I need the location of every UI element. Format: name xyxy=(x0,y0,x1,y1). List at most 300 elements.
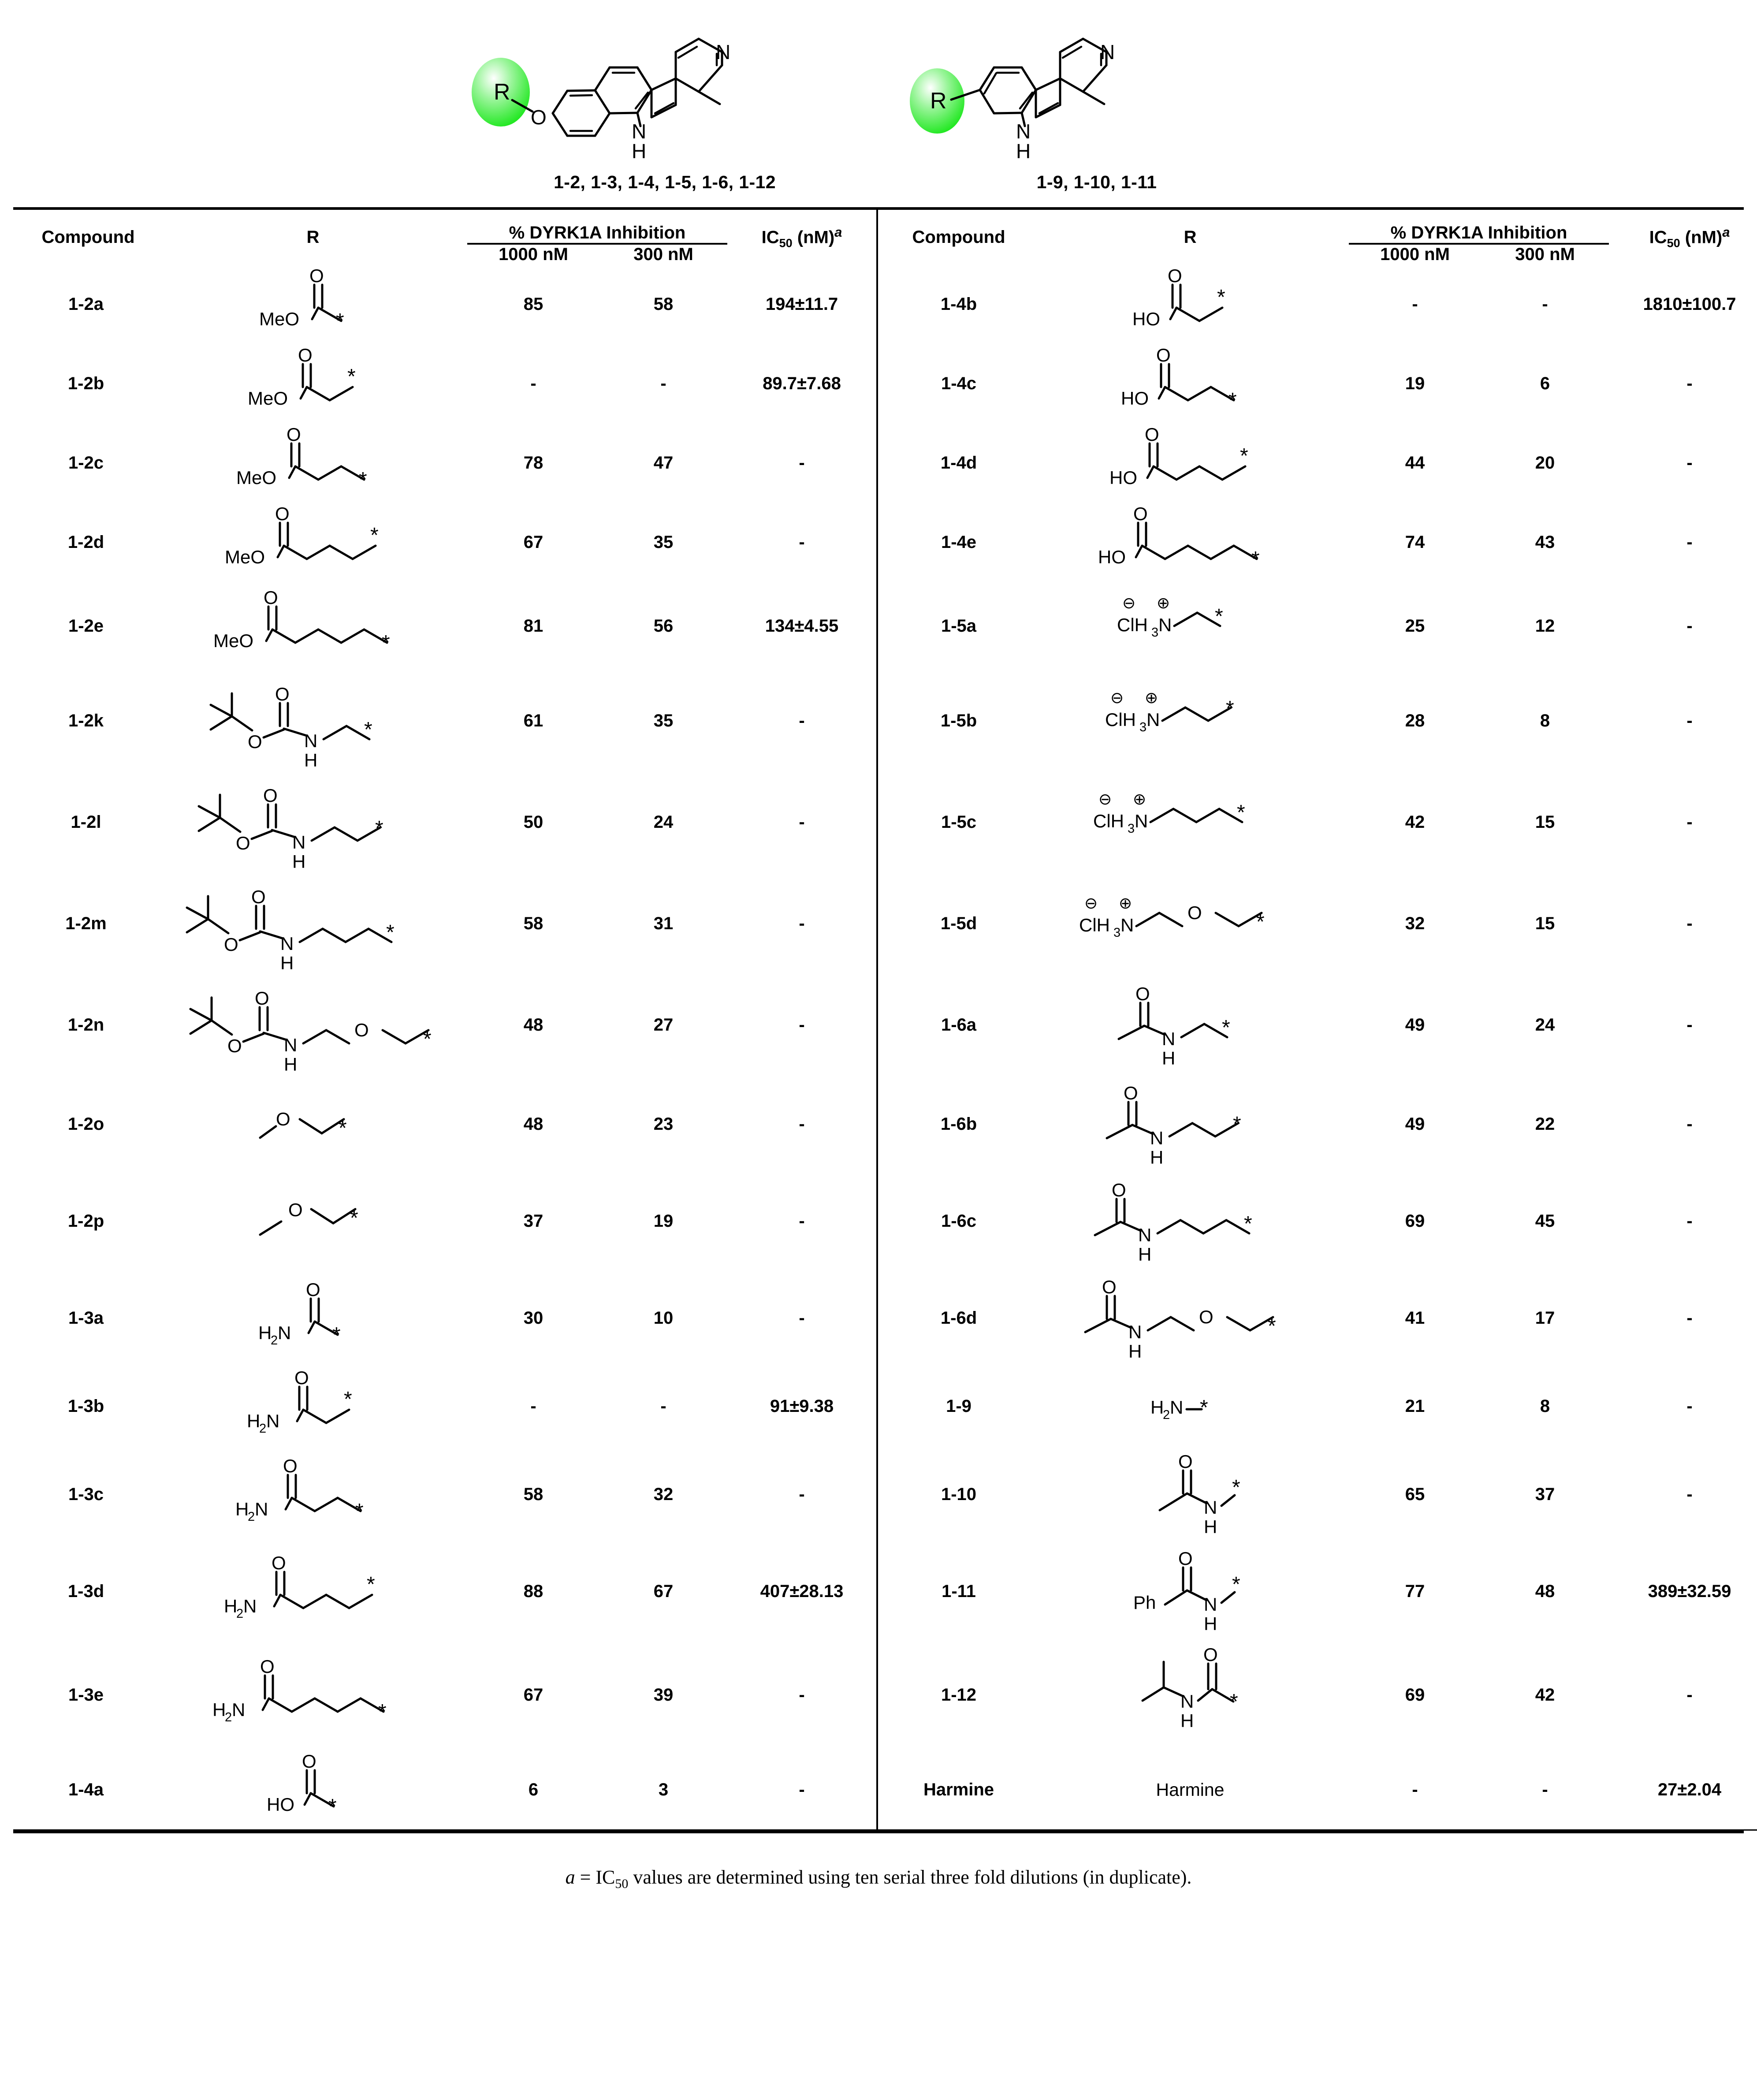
right-compound-name: 1-4d xyxy=(940,453,977,473)
table-body xyxy=(13,264,1757,1830)
svg-text:N: N xyxy=(284,1035,298,1055)
right-inhibition-300: 8 xyxy=(1540,711,1550,730)
svg-text:*: * xyxy=(1240,444,1248,468)
right-inhibition-300: 8 xyxy=(1540,1396,1550,1416)
right-inhibition-300: 48 xyxy=(1535,1581,1555,1601)
left-compound-name: 1-2l xyxy=(71,812,101,832)
svg-text:N: N xyxy=(292,832,306,853)
svg-text:H: H xyxy=(1162,1048,1176,1069)
svg-text:ClH: ClH xyxy=(1105,709,1136,730)
left-compound-name: 1-3c xyxy=(68,1484,104,1504)
svg-text:3: 3 xyxy=(1113,926,1121,940)
right-compound-name: 1-6b xyxy=(940,1114,977,1134)
header-conc-300-left: 300 nM xyxy=(633,245,693,264)
left-inhibition-1000: 58 xyxy=(523,1484,543,1504)
svg-text:*: * xyxy=(1251,547,1260,571)
left-compound-name: 1-2o xyxy=(67,1114,104,1134)
svg-text:N: N xyxy=(1150,1128,1164,1148)
right-ic50-value: - xyxy=(1686,532,1693,552)
svg-text:N: N xyxy=(232,1699,246,1720)
svg-text:O: O xyxy=(309,265,324,286)
left-inhibition-1000: 48 xyxy=(523,1114,543,1134)
left-inhibition-1000: 78 xyxy=(523,453,543,473)
svg-text:MeO: MeO xyxy=(225,547,265,567)
table-row xyxy=(13,1076,1757,1173)
svg-text:O: O xyxy=(236,833,250,853)
right-ic50-value: - xyxy=(1686,1015,1693,1035)
row-divider xyxy=(877,1076,886,1173)
svg-text:O: O xyxy=(1156,345,1171,365)
right-r-structure xyxy=(1031,1543,1349,1640)
left-ic50-value: 407±28.13 xyxy=(760,1581,844,1601)
header-r-left: R xyxy=(306,227,320,247)
left-inhibition-300: 23 xyxy=(653,1114,674,1134)
row-divider xyxy=(877,1173,886,1270)
left-ic50-value: - xyxy=(799,532,805,552)
left-inhibition-1000: 30 xyxy=(523,1308,543,1328)
right-compound-name: 1-5c xyxy=(941,812,977,832)
svg-text:*: * xyxy=(1228,389,1237,412)
svg-text:*: * xyxy=(355,1500,364,1523)
svg-text:*: * xyxy=(1268,1314,1276,1338)
svg-text:*: * xyxy=(1232,1476,1240,1499)
left-inhibition-1000: 58 xyxy=(523,913,543,933)
left-r-structure xyxy=(159,1750,467,1830)
left-compound-name: 1-2c xyxy=(68,453,104,473)
right-inhibition-1000: 25 xyxy=(1405,616,1425,636)
svg-text:⊕: ⊕ xyxy=(1145,689,1158,707)
svg-text:H: H xyxy=(1150,1397,1164,1418)
table-bottom-rule xyxy=(13,1831,1744,1833)
left-r-structure xyxy=(159,1446,467,1543)
svg-text:*: * xyxy=(1244,1212,1252,1236)
svg-text:*: * xyxy=(378,1700,387,1724)
table-row xyxy=(13,1173,1757,1270)
right-inhibition-1000: 28 xyxy=(1405,711,1425,730)
svg-text:N: N xyxy=(255,1499,268,1519)
right-ic50-value: - xyxy=(1686,373,1693,393)
svg-text:⊖: ⊖ xyxy=(1098,790,1112,808)
table-row xyxy=(13,1270,1757,1366)
left-ic50-value: - xyxy=(799,1308,805,1328)
svg-text:H: H xyxy=(258,1322,272,1343)
header-conc-1000-right: 1000 nM xyxy=(1380,245,1450,264)
header-conc-300-right: 300 nM xyxy=(1515,245,1575,264)
svg-text:2: 2 xyxy=(225,1710,232,1724)
table-row xyxy=(13,582,1757,670)
left-r-structure xyxy=(159,344,467,423)
right-r-structure xyxy=(1031,1366,1349,1446)
left-inhibition-1000: 61 xyxy=(523,711,543,730)
right-inhibition-300: 15 xyxy=(1535,913,1555,933)
svg-text:MeO: MeO xyxy=(248,388,288,409)
right-inhibition-300: 37 xyxy=(1535,1484,1555,1504)
svg-text:H: H xyxy=(235,1499,249,1519)
svg-text:*: * xyxy=(328,1795,337,1818)
svg-text:O: O xyxy=(224,934,238,955)
scheme-left-nh-n: N xyxy=(632,120,647,143)
header-ic50-prefix-right: IC xyxy=(1649,227,1667,247)
svg-text:*: * xyxy=(1233,1113,1241,1136)
right-r-structure xyxy=(1031,1446,1349,1543)
svg-text:O: O xyxy=(287,424,301,445)
table-row xyxy=(13,344,1757,423)
svg-text:N: N xyxy=(1158,614,1172,635)
right-ic50-value: - xyxy=(1686,616,1693,636)
right-compound-name: 1-6d xyxy=(940,1308,977,1328)
svg-text:N: N xyxy=(1204,1497,1217,1518)
left-inhibition-300: 10 xyxy=(653,1308,674,1328)
left-inhibition-300: 35 xyxy=(653,532,674,552)
right-ic50-value: 1810±100.7 xyxy=(1643,294,1736,314)
left-ic50-value: 134±4.55 xyxy=(765,616,839,636)
svg-text:O: O xyxy=(275,684,290,704)
left-r-structure xyxy=(159,670,467,771)
left-compound-name: 1-2d xyxy=(67,532,104,552)
right-compound-name: 1-4c xyxy=(941,373,977,393)
right-compound-name: 1-11 xyxy=(942,1581,976,1601)
right-inhibition-1000: 41 xyxy=(1405,1308,1425,1328)
header-r-right: R xyxy=(1184,227,1197,247)
left-r-structure xyxy=(159,1173,467,1270)
svg-text:*: * xyxy=(386,921,395,944)
svg-text:N: N xyxy=(304,730,318,751)
left-inhibition-300: 35 xyxy=(653,711,674,730)
right-inhibition-1000: 77 xyxy=(1405,1581,1425,1601)
scheme-right-caption: 1-9, 1-10, 1-11 xyxy=(1036,172,1157,192)
row-divider xyxy=(877,1270,886,1366)
right-compound-name: Harmine xyxy=(923,1780,994,1799)
svg-text:ClH: ClH xyxy=(1117,614,1148,635)
left-inhibition-1000: 88 xyxy=(523,1581,543,1601)
right-ic50-value: - xyxy=(1686,711,1693,730)
left-inhibition-300: 39 xyxy=(653,1685,674,1705)
table-row xyxy=(13,264,1757,344)
left-inhibition-300: 19 xyxy=(653,1211,674,1231)
left-ic50-value: - xyxy=(799,1114,805,1134)
scheme-right-nh-h: H xyxy=(1016,140,1031,163)
row-divider xyxy=(877,503,886,582)
left-compound-name: 1-3d xyxy=(67,1581,104,1601)
scheme-right-r-label: R xyxy=(930,88,947,114)
left-compound-name: 1-2p xyxy=(67,1211,104,1231)
svg-text:O: O xyxy=(255,988,269,1009)
svg-text:O: O xyxy=(1145,424,1159,445)
left-ic50-value: - xyxy=(799,812,805,832)
svg-text:N: N xyxy=(1162,1028,1176,1049)
table-row xyxy=(13,1543,1757,1640)
left-ic50-value: - xyxy=(799,711,805,730)
svg-text:*: * xyxy=(1256,910,1265,934)
svg-text:2: 2 xyxy=(236,1607,244,1621)
svg-text:⊕: ⊕ xyxy=(1119,894,1132,912)
svg-text:O: O xyxy=(302,1751,316,1772)
svg-text:⊖: ⊖ xyxy=(1084,894,1098,912)
svg-text:*: * xyxy=(382,631,390,655)
results-table-wrap xyxy=(13,207,1744,1833)
svg-text:*: * xyxy=(336,309,344,333)
scheme-left-structure xyxy=(466,6,863,169)
svg-text:*: * xyxy=(1230,1690,1238,1713)
left-compound-name: 1-4a xyxy=(68,1780,104,1799)
svg-text:O: O xyxy=(1203,1644,1218,1665)
left-ic50-value: - xyxy=(799,913,805,933)
right-ic50-value: - xyxy=(1686,1685,1693,1705)
scheme-left-nh-h: H xyxy=(632,140,647,163)
header-ic50-prefix-left: IC xyxy=(761,227,779,247)
right-inhibition-1000: 69 xyxy=(1405,1211,1425,1231)
row-divider xyxy=(877,1750,886,1830)
table-row xyxy=(13,670,1757,771)
svg-text:O: O xyxy=(275,503,290,524)
right-inhibition-1000: 69 xyxy=(1405,1685,1425,1705)
scheme-right-nh-n: N xyxy=(1016,120,1031,143)
svg-text:O: O xyxy=(1112,1180,1126,1200)
left-ic50-value: - xyxy=(799,453,805,473)
right-inhibition-300: 15 xyxy=(1535,812,1555,832)
left-ic50-value: - xyxy=(799,1484,805,1504)
svg-text:H: H xyxy=(284,1054,298,1075)
svg-text:O: O xyxy=(272,1553,286,1573)
right-r-structure xyxy=(1031,1076,1349,1173)
right-ic50-value: - xyxy=(1686,1211,1693,1231)
right-compound-name: 1-9 xyxy=(946,1396,972,1416)
svg-text:*: * xyxy=(1226,697,1234,720)
svg-text:N: N xyxy=(1180,1691,1194,1712)
right-ic50-value: - xyxy=(1686,1484,1693,1504)
left-compound-name: 1-2a xyxy=(68,294,104,314)
left-inhibition-300: 27 xyxy=(653,1015,674,1035)
header-ic50-unit-left: (nM) xyxy=(792,227,835,247)
svg-text:N: N xyxy=(1135,811,1148,831)
table-row xyxy=(13,1446,1757,1543)
svg-text:HO: HO xyxy=(1132,309,1161,329)
right-ic50-value: - xyxy=(1686,453,1693,473)
left-inhibition-300: 31 xyxy=(653,913,674,933)
svg-text:N: N xyxy=(280,933,294,954)
svg-text:O: O xyxy=(1178,1548,1193,1569)
left-inhibition-1000: 48 xyxy=(523,1015,543,1035)
table-row xyxy=(13,503,1757,582)
right-r-structure xyxy=(1031,582,1349,670)
header-ic50-right xyxy=(1609,210,1757,264)
svg-text:H: H xyxy=(1204,1516,1217,1537)
right-inhibition-300: 17 xyxy=(1535,1308,1555,1328)
left-inhibition-300: 58 xyxy=(653,294,674,314)
header-ic50-sub-left: 50 xyxy=(779,236,793,250)
svg-text:H: H xyxy=(212,1699,226,1720)
table-row xyxy=(13,1750,1757,1830)
svg-text:H: H xyxy=(224,1596,238,1616)
svg-text:H: H xyxy=(1180,1710,1194,1731)
svg-text:N: N xyxy=(266,1411,280,1431)
svg-text:H: H xyxy=(292,851,306,872)
right-inhibition-1000: 19 xyxy=(1405,373,1425,393)
right-inhibition-300: 22 xyxy=(1535,1114,1555,1134)
right-ic50-value: - xyxy=(1686,1114,1693,1134)
svg-text:N: N xyxy=(1204,1594,1217,1615)
right-r-structure xyxy=(1031,974,1349,1076)
svg-text:MeO: MeO xyxy=(259,309,300,329)
left-compound-name: 1-2e xyxy=(68,616,104,636)
left-ic50-value: - xyxy=(799,1780,805,1799)
footnote-sub-50: 50 xyxy=(615,1876,629,1891)
svg-text:*: * xyxy=(367,1573,375,1596)
svg-text:O: O xyxy=(298,345,313,365)
row-divider xyxy=(877,582,886,670)
svg-text:Ph: Ph xyxy=(1133,1592,1156,1613)
svg-text:HO: HO xyxy=(1109,467,1138,488)
svg-text:*: * xyxy=(364,718,372,741)
left-r-structure xyxy=(159,771,467,873)
svg-text:O: O xyxy=(1168,265,1182,286)
right-r-structure xyxy=(1031,670,1349,771)
row-divider xyxy=(877,1640,886,1750)
svg-text:2: 2 xyxy=(1163,1408,1170,1422)
svg-text:H: H xyxy=(304,750,318,771)
scheme-right-structure xyxy=(903,6,1291,169)
svg-text:O: O xyxy=(1124,1083,1138,1103)
right-inhibition-1000: 44 xyxy=(1405,453,1425,473)
svg-text:MeO: MeO xyxy=(213,630,254,651)
left-compound-name: 1-3e xyxy=(68,1685,104,1705)
right-ic50-value: - xyxy=(1686,812,1693,832)
dyrk1a-results-table xyxy=(13,210,1757,1831)
scheme-left-caption: 1-2, 1-3, 1-4, 1-5, 1-6, 1-12 xyxy=(554,172,776,192)
svg-text:N: N xyxy=(1138,1225,1152,1245)
svg-text:*: * xyxy=(339,1117,347,1140)
header-compound-left: Compound xyxy=(41,227,135,247)
right-r-structure xyxy=(1031,423,1349,503)
row-divider xyxy=(877,1446,886,1543)
right-compound-name: 1-5b xyxy=(940,711,977,730)
svg-text:N: N xyxy=(1120,915,1134,935)
right-compound-name: 1-4e xyxy=(941,532,977,552)
svg-text:*: * xyxy=(1222,1016,1230,1039)
right-r-structure xyxy=(1031,264,1349,344)
right-inhibition-1000: - xyxy=(1412,294,1418,314)
right-compound-name: 1-6a xyxy=(941,1015,977,1035)
svg-text:HO: HO xyxy=(267,1794,294,1815)
right-inhibition-300: 43 xyxy=(1535,532,1555,552)
table-row xyxy=(13,423,1757,503)
svg-text:O: O xyxy=(288,1199,303,1220)
svg-text:H: H xyxy=(247,1411,261,1431)
svg-text:*: * xyxy=(359,468,367,491)
left-r-structure xyxy=(159,423,467,503)
scheme-left-r-label: R xyxy=(494,79,510,105)
right-ic50-value: - xyxy=(1686,913,1693,933)
right-inhibition-1000: 49 xyxy=(1405,1015,1425,1035)
right-inhibition-1000: - xyxy=(1412,1780,1418,1799)
left-inhibition-300: 67 xyxy=(653,1581,674,1601)
left-compound-name: 1-2k xyxy=(68,711,104,730)
svg-text:2: 2 xyxy=(248,1510,255,1524)
left-compound-name: 1-3b xyxy=(67,1396,104,1416)
svg-text:O: O xyxy=(260,1656,275,1677)
svg-text:O: O xyxy=(354,1020,369,1040)
svg-text:O: O xyxy=(294,1367,309,1388)
right-inhibition-300: - xyxy=(1542,1780,1548,1799)
right-inhibition-300: 20 xyxy=(1535,453,1555,473)
svg-text:*: * xyxy=(375,817,383,840)
left-inhibition-300: 3 xyxy=(658,1780,669,1799)
row-divider xyxy=(877,423,886,503)
right-inhibition-300: 42 xyxy=(1535,1685,1555,1705)
table-row xyxy=(13,771,1757,873)
right-r-structure xyxy=(1031,1173,1349,1270)
left-inhibition-1000: 85 xyxy=(523,294,543,314)
svg-text:*: * xyxy=(344,1388,352,1411)
svg-text:O: O xyxy=(276,1109,290,1129)
svg-text:3: 3 xyxy=(1139,720,1147,734)
left-ic50-value: - xyxy=(799,1211,805,1231)
right-ic50-value: 389±32.59 xyxy=(1648,1581,1731,1601)
svg-text:HO: HO xyxy=(1121,388,1149,409)
harmine-o-linked-structure-svg xyxy=(466,6,863,165)
right-compound-name: 1-6c xyxy=(941,1211,977,1231)
header-ic50-sup-left: a xyxy=(834,224,842,240)
svg-text:MeO: MeO xyxy=(236,467,277,488)
left-r-structure xyxy=(159,873,467,974)
footnote-sup-a: a xyxy=(565,1866,575,1888)
left-compound-name: 1-2b xyxy=(67,373,104,393)
footnote-eq: = IC xyxy=(575,1866,615,1888)
svg-text:*: * xyxy=(350,1206,358,1230)
left-ic50-value: 194±11.7 xyxy=(765,294,838,314)
left-r-structure xyxy=(159,582,467,670)
svg-text:O: O xyxy=(263,785,278,806)
svg-text:H: H xyxy=(1138,1244,1152,1265)
scheme-header xyxy=(0,0,1757,207)
left-r-structure xyxy=(159,1270,467,1366)
svg-text:N: N xyxy=(1147,709,1160,730)
header-inhibition-group-left: % DYRK1A Inhibition xyxy=(509,223,686,242)
svg-text:*: * xyxy=(370,524,379,547)
row-divider xyxy=(877,974,886,1076)
right-compound-name: 1-5d xyxy=(940,913,977,933)
scheme-left xyxy=(466,6,863,193)
left-r-structure xyxy=(159,1543,467,1640)
left-ic50-value: - xyxy=(799,1015,805,1035)
svg-text:N: N xyxy=(1128,1322,1142,1342)
svg-text:O: O xyxy=(1102,1277,1117,1297)
row-divider xyxy=(877,771,886,873)
right-inhibition-1000: 74 xyxy=(1405,532,1425,552)
left-inhibition-1000: 67 xyxy=(523,1685,543,1705)
svg-text:ClH: ClH xyxy=(1093,811,1124,831)
right-ic50-value: - xyxy=(1686,1308,1693,1328)
left-r-structure xyxy=(159,1640,467,1750)
right-inhibition-1000: 42 xyxy=(1405,812,1425,832)
svg-text:2: 2 xyxy=(259,1422,267,1436)
right-compound-name: 1-12 xyxy=(941,1685,977,1705)
left-inhibition-300: - xyxy=(660,373,666,393)
table-row xyxy=(13,1366,1757,1446)
svg-text:⊕: ⊕ xyxy=(1157,594,1170,612)
right-r-structure xyxy=(1031,344,1349,423)
header-ic50-sup-right: a xyxy=(1722,224,1730,240)
header-ic50-sub-right: 50 xyxy=(1667,236,1680,250)
right-inhibition-300: - xyxy=(1542,294,1548,314)
right-ic50-value: - xyxy=(1686,1396,1693,1416)
svg-text:N: N xyxy=(278,1322,291,1343)
right-inhibition-300: 24 xyxy=(1535,1015,1555,1035)
left-inhibition-1000: - xyxy=(530,373,536,393)
row-divider xyxy=(877,1366,886,1446)
left-inhibition-1000: 37 xyxy=(523,1211,543,1231)
svg-text:HO: HO xyxy=(1098,547,1126,567)
